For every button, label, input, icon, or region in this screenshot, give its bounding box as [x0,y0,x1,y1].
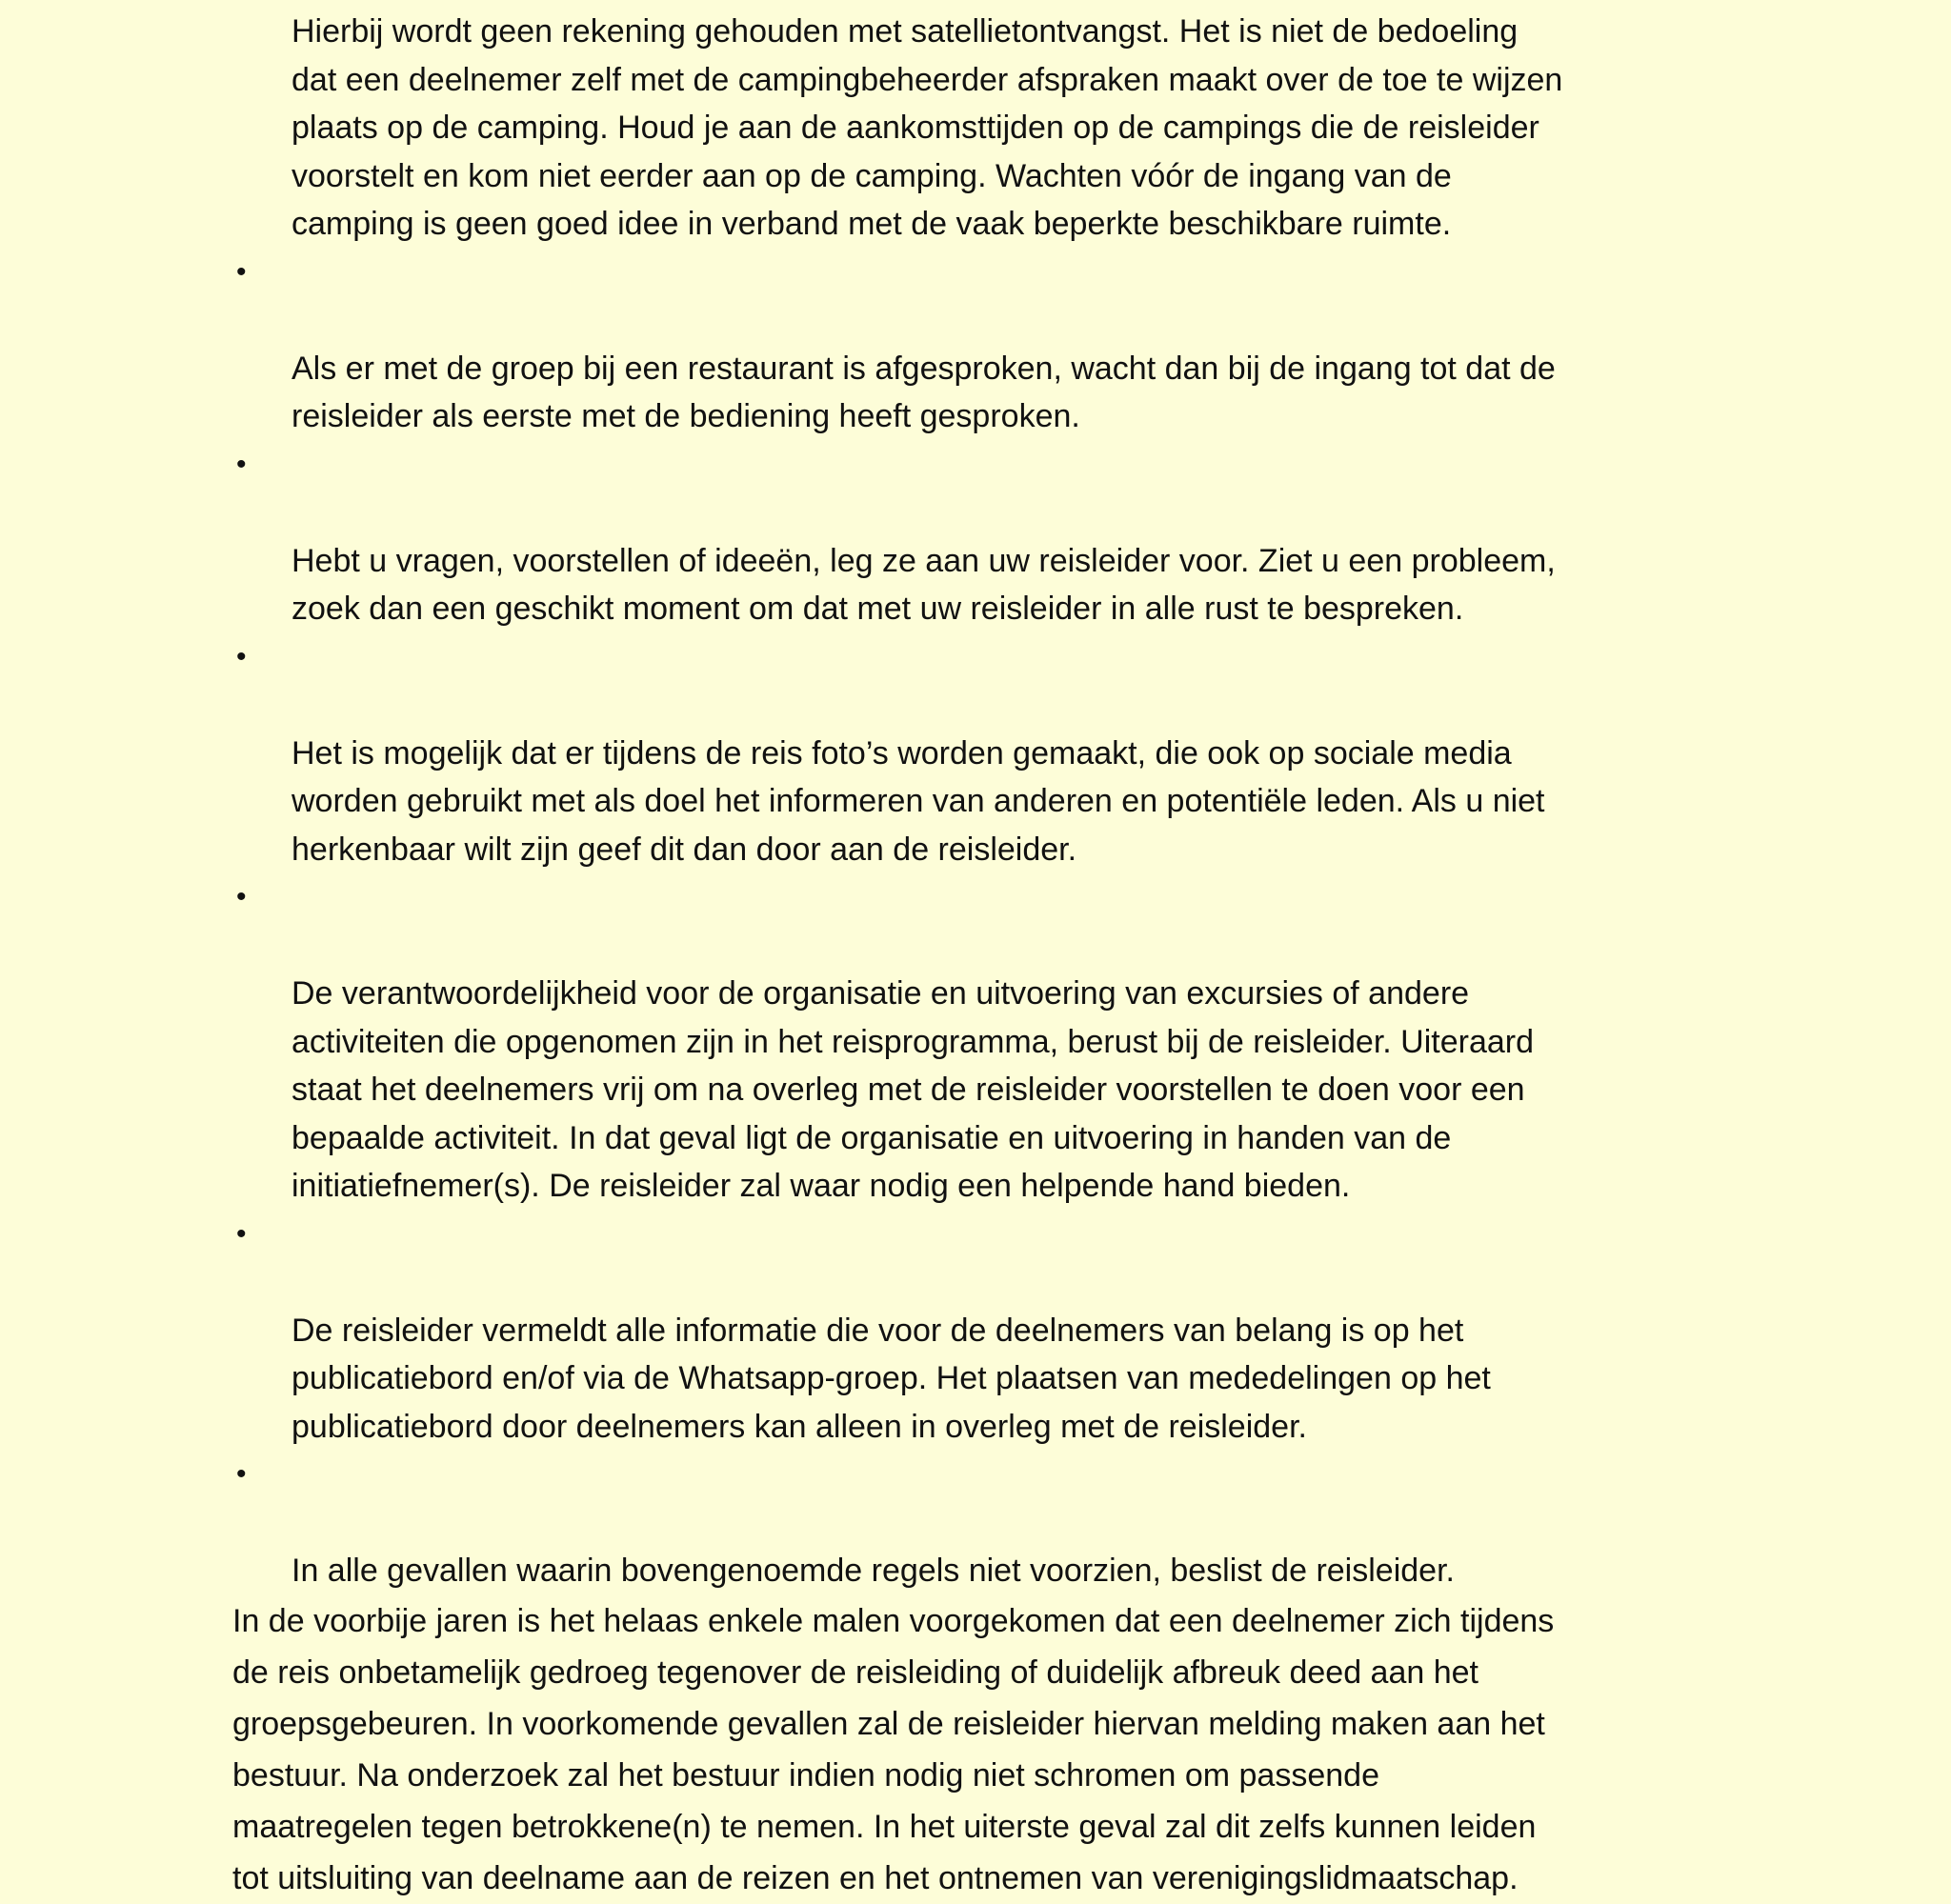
list-item [232,1211,1738,1452]
list-item-text: Als er met de groep bij een restaurant is afgesproken, wacht dan bij de ingang tot dat de reisleider als eerste met de bediening heeft gesproken. [292,350,1556,434]
list-item-text: Het is mogelijk dat er tijdens de reis foto’s worden gemaakt, die ook op sociale media worden gebruikt met als doel het informeren van anderen en potentiële leden. Als u niet herkenbaar wilt zijn geef dit dan door aan de reisleider. [292,734,1545,868]
bullet-icon: • [236,881,247,912]
list-item [232,249,1738,441]
continuation-paragraph: Hierbij wordt geen rekening gehouden met satellietontvangst. Het is niet de bedoeling dat een deelnemer zelf met de campingbeheerder afspraken maakt over de toe te wijzen plaats op de camping. Houd je aan de aankomsttijden op de campings die de reisleider voorstelt en kom niet eerder aan op de camping. Wachten vóór de ingang van de camping is geen goed idee in verband met de vaak beperkte beschikbare ruimte. [292,13,1563,242]
bullet-icon: • [236,1217,247,1250]
list-item [232,1451,1738,1595]
list-item-text: In alle gevallen waarin bovengenoemde regels niet voorzien, beslist de reisleider. [292,1553,1455,1589]
list-item-text: De verantwoordelijkheid voor de organisatie en uitvoering van excursies of andere activiteiten die opgenomen zijn in het reisprogramma, berust bij de reisleider. Uiteraard staat het deelnemers vrij om na overleg met de reisleider voorstellen te doen voor een bepaalde activiteit. In dat geval ligt de organisatie en uitvoering in handen van de initiatiefnemer(s). De reisleider zal waar nodig een helpende hand bieden. [292,975,1535,1204]
bullet-icon: • [236,1458,247,1490]
list-item [232,633,1738,874]
document-body [232,8,1738,1904]
list-item [232,873,1738,1211]
bullet-icon: • [236,255,247,288]
list-item-text: Hebt u vragen, voorstellen of ideeën, leg ze aan uw reisleider voor. Ziet u een probleem, zoek dan een geschikt moment om dat met uw reisleider in alle rust te bespreken. [292,542,1556,627]
list-item [232,441,1738,633]
rules-bullet-list [232,249,1738,1595]
closing-paragraph: In de voorbije jaren is het helaas enkele malen voorgekomen dat een deelnemer zich tijdens de reis onbetamelijk gedroeg tegenover de reisleiding of duidelijk afbreuk deed aan het groepsgebeuren. In voorkomende gevallen zal de reisleider hiervan melding maken aan het bestuur. Na onderzoek zal het bestuur indien nodig niet schromen om passende maatregelen tegen betrokkene(n) te nemen. In het uiterste geval zal dit zelfs kunnen leiden tot uitsluiting van deelname aan de reizen en het ontnemen van verenigingslidmaatschap. [232,1602,1555,1896]
bullet-icon: • [236,640,247,672]
list-item-text: De reisleider vermeldt alle informatie die voor de deelnemers van belang is op het publicatiebord en/of via de Whatsapp-groep. Het plaatsen van mededelingen op het publicatiebord door deelnemers kan alleen in overleg met de reisleider. [292,1312,1491,1445]
bullet-icon: • [236,448,247,480]
